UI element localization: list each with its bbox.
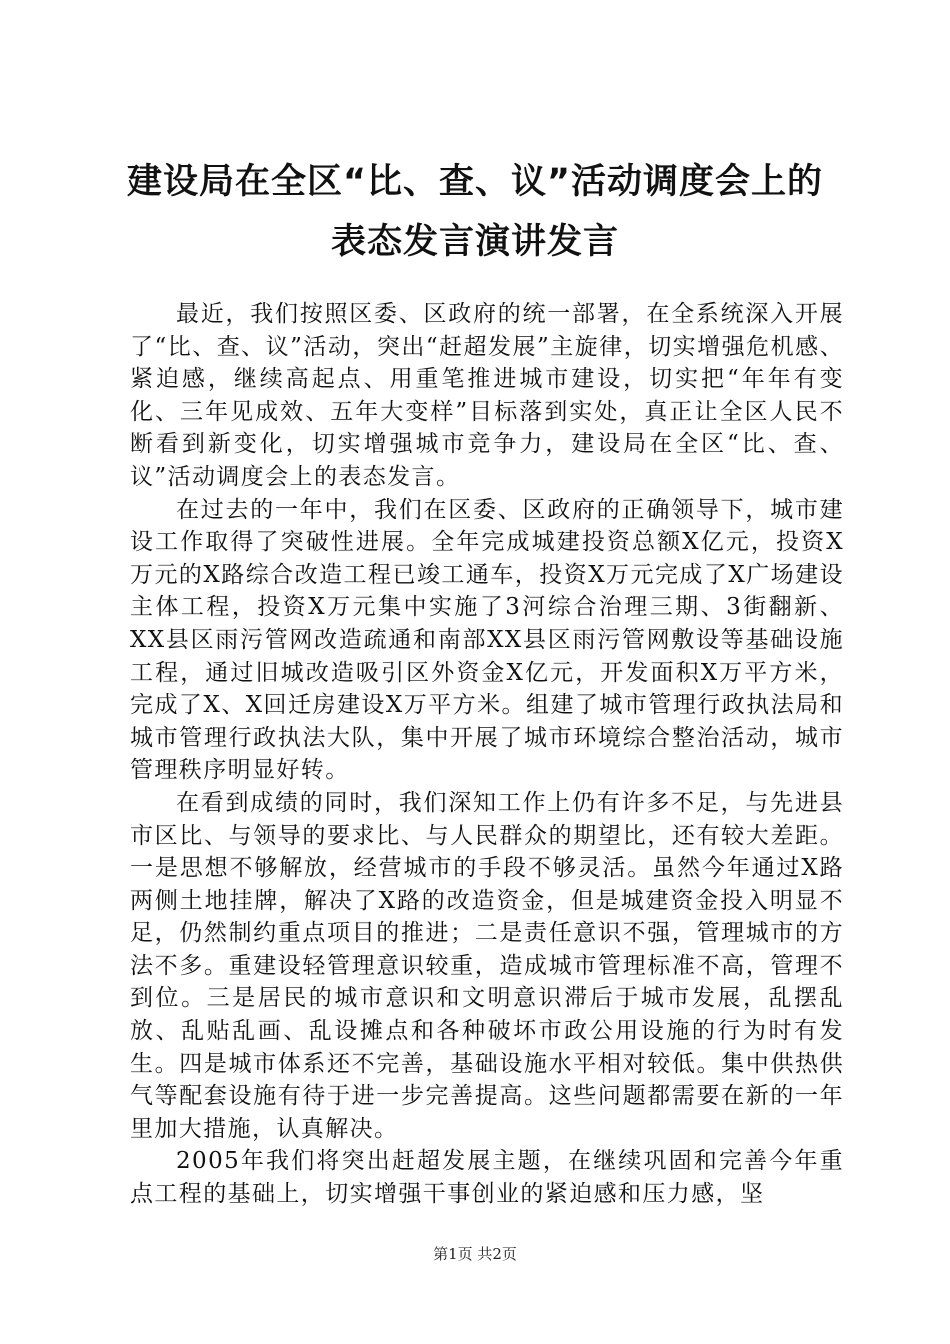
body-paragraph: 最近，我们按照区委、区政府的统一部署，在全系统深入开展了“比、查、议”活动，突出“赶超发展”主旋律，切实增强危机感、紧迫感，继续高起点、用重笔推进城市建设，切实把“年年有变化、三年见成效、五年大变样”目标落到实处，真正让全区人民不断看到新变化，切实增强城市竞争力，建设局在全区“比、查、议”活动调度会上的表态发言。 <box>130 301 844 490</box>
body-paragraph: 2005年我们将突出赶超发展主题，在继续巩固和完善今年重点工程的基础上，切实增强干事创业的紧迫感和压力感，坚 <box>130 1148 844 1208</box>
body-paragraph: 在过去的一年中，我们在区委、区政府的正确领导下，城市建设工作取得了突破性进展。全年完成城建投资总额X亿元，投资X万元的X路综合改造工程已竣工通车，投资X万元完成了X广场建设主体工程，投资X万元集中实施了3河综合治理三期、3街翻新、XX县区雨污管网改造疏通和南部XX县区雨污管网敷设等基础设施工程，通过旧城改造吸引区外资金X亿元，开发面积X万平方米，完成了X、X回迁房建设X万平方米。组建了城市管理行政执法局和城市管理行政执法大队，集中开展了城市环境综合整治活动，城市管理秩序明显好转。 <box>130 496 844 784</box>
document-body <box>130 298 844 1211</box>
document-title-line-2: 表态发言演讲发言 <box>330 222 619 262</box>
document-title-line-1: 建设局在全区“比、查、议”活动调度会上的 <box>126 162 823 202</box>
body-paragraph: 在看到成绩的同时，我们深知工作上仍有许多不足，与先进县市区比、与领导的要求比、与人民群众的期望比，还有较大差距。一是思想不够解放，经营城市的手段不够灵活。虽然今年通过X路两侧土地挂牌，解决了X路的改造资金，但是城建资金投入明显不足，仍然制约重点项目的推进；二是责任意识不强，管理城市的方法不多。重建设轻管理意识较重，造成城市管理标准不高，管理不到位。三是居民的城市意识和文明意识滞后于城市发展，乱摆乱放、乱贴乱画、乱设摊点和各种破坏市政公用设施的行为时有发生。四是城市体系还不完善，基础设施水平相对较低。集中供热供气等配套设施有待于进一步完善提高。这些问题都需要在新的一年里加大措施，认真解决。 <box>130 789 844 1142</box>
page-footer: 第1页 共2页 <box>433 1245 517 1263</box>
